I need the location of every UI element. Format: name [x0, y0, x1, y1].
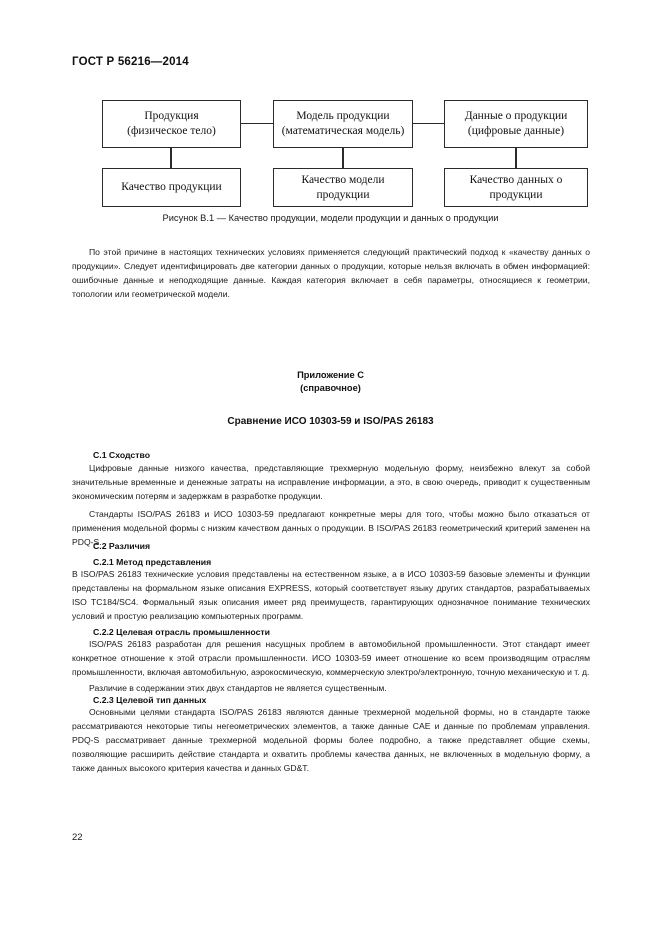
diagram-box-product — [102, 100, 241, 148]
section-heading-c23: С.2.3 Целевой тип данных — [93, 695, 207, 705]
diagram-box-model-line2: (математическая модель) — [281, 125, 405, 137]
section-heading-c2: С.2 Различия — [93, 541, 151, 551]
diagram-box-data-quality-line2: продукции — [489, 188, 543, 201]
figure-caption: Рисунок В.1 — Качество продукции, модели продукции и данных о продукции — [162, 213, 499, 223]
running-header: ГОСТ Р 56216—2014 — [72, 56, 189, 68]
section-heading-c1: С.1 Сходство — [93, 450, 151, 460]
figure-b1-diagram — [0, 95, 661, 213]
diagram-box-data-line1: Данные о продукции — [464, 110, 568, 123]
diagram-box-product-quality — [102, 168, 241, 207]
intro-paragraph-block — [72, 246, 590, 302]
section-c23-paragraph-1-block — [72, 706, 590, 776]
diagram-box-data-quality-line1: Качество данных о — [469, 173, 563, 186]
section-heading-c21: С.2.1 Метод представления — [93, 557, 212, 567]
section-c22-paragraph-2-block — [72, 682, 590, 696]
intro-paragraph: По этой причине в настоящих технических условиях применяется следующий практический подход к «качеству данных о продукции». Следует идентифицировать две категории данных о продукции, которые нельзя включать в обмен информацией: ошибочные данные и неподходящие данные. Каждая категория включает в себя параметры, относящиеся к геометрии, топологии или геометрической модели. — [72, 247, 590, 299]
connector-product-to-model — [241, 123, 274, 124]
connector-data-to-data-quality — [515, 148, 517, 168]
section-c21-paragraph-1-block — [72, 568, 590, 624]
annex-title: Сравнение ИСО 10303-59 и ISO/PAS 26183 — [227, 416, 434, 427]
diagram-box-model — [273, 100, 413, 148]
section-heading-c22: С.2.2 Целевая отрасль промышленности — [93, 627, 271, 637]
page-number: 22 — [72, 832, 83, 843]
annex-label: Приложение С — [297, 370, 364, 380]
annex-heading — [0, 369, 661, 395]
diagram-box-data-line2: (цифровые данные) — [467, 125, 565, 137]
diagram-box-data-quality — [444, 168, 588, 207]
diagram-box-data — [444, 100, 588, 148]
diagram-box-model-quality-line1: Качество модели — [301, 173, 385, 186]
diagram-box-product-quality-line1: Качество продукции — [121, 181, 222, 194]
connector-model-to-model-quality — [342, 148, 344, 168]
section-c21-paragraph-1: В ISO/PAS 26183 технические условия представлены на естественном языке, а в ИСО 10303-59 базовые элементы и функции представлены на формальном языке описания EXPRESS, который соответствует языку других стандартов, разрабатываемых ISO TC184/SC4. Формальный язык описания имеет ряд преимуществ, гарантирующих однозначное понимание технических условий и простую реализацию компьютерных программ. — [72, 569, 590, 621]
section-c1-paragraph-1-block — [72, 462, 590, 504]
connector-product-to-product-quality — [170, 148, 172, 168]
diagram-box-product-line1: Продукция — [144, 110, 199, 123]
diagram-box-model-line1: Модель продукции — [296, 110, 390, 123]
diagram-box-model-quality — [273, 168, 413, 207]
connector-model-to-data — [412, 123, 445, 124]
diagram-box-model-quality-line2: продукции — [316, 188, 370, 201]
section-c23-paragraph-1: Основными целями стандарта ISO/PAS 26183 являются данные трехмерной модельной формы, но в стандарте также рассматриваются некоторые типы негеометрических элементов, а также данные CAE и данные по проблемам управления. PDQ-S рассматривает данные трехмерной модельной формы более подробно, а также представляет общие схемы, позволяющие расширить действие стандарта и охватить проблемы качества данных, не включенных в модельную форму, а также данных высокого критерия качества и данных GD&T. — [72, 707, 590, 773]
section-c1-paragraph-2: Стандарты ISO/PAS 26183 и ИСО 10303-59 предлагают конкретные меры для того, чтобы можно было отказаться от применения модельной формы с низким качеством данных о продукции. В ISO/PAS 26183 геометрический критерий заменен на PDQ-S. — [72, 509, 590, 547]
annex-kind: (справочное) — [300, 383, 361, 394]
diagram-box-product-line2: (физическое тело) — [127, 125, 216, 137]
section-c1-paragraph-1: Цифровые данные низкого качества, представляющие трехмерную модельную форму, неизбежно влекут за собой значительные временные и денежные затраты на исправление информации, а это, в свою очередь, приводит к существенным экономическим потерям и задержкам в разработке продукции. — [72, 463, 590, 501]
section-c22-paragraph-1-block — [72, 638, 590, 680]
section-c22-paragraph-2: Различие в содержании этих двух стандартов не является существенным. — [89, 683, 387, 693]
section-c22-paragraph-1: ISO/PAS 26183 разработан для решения насущных проблем в автомобильной промышленности. Этот стандарт имеет конкретное отношение к этой отрасли промышленности. ИСО 10303-59 имеет отношение ко всем производящим отраслям промышленности, включая автомобильную, аэрокосмическую, коммерческую электро/электронную, точную механическую и т. д. — [72, 639, 590, 677]
